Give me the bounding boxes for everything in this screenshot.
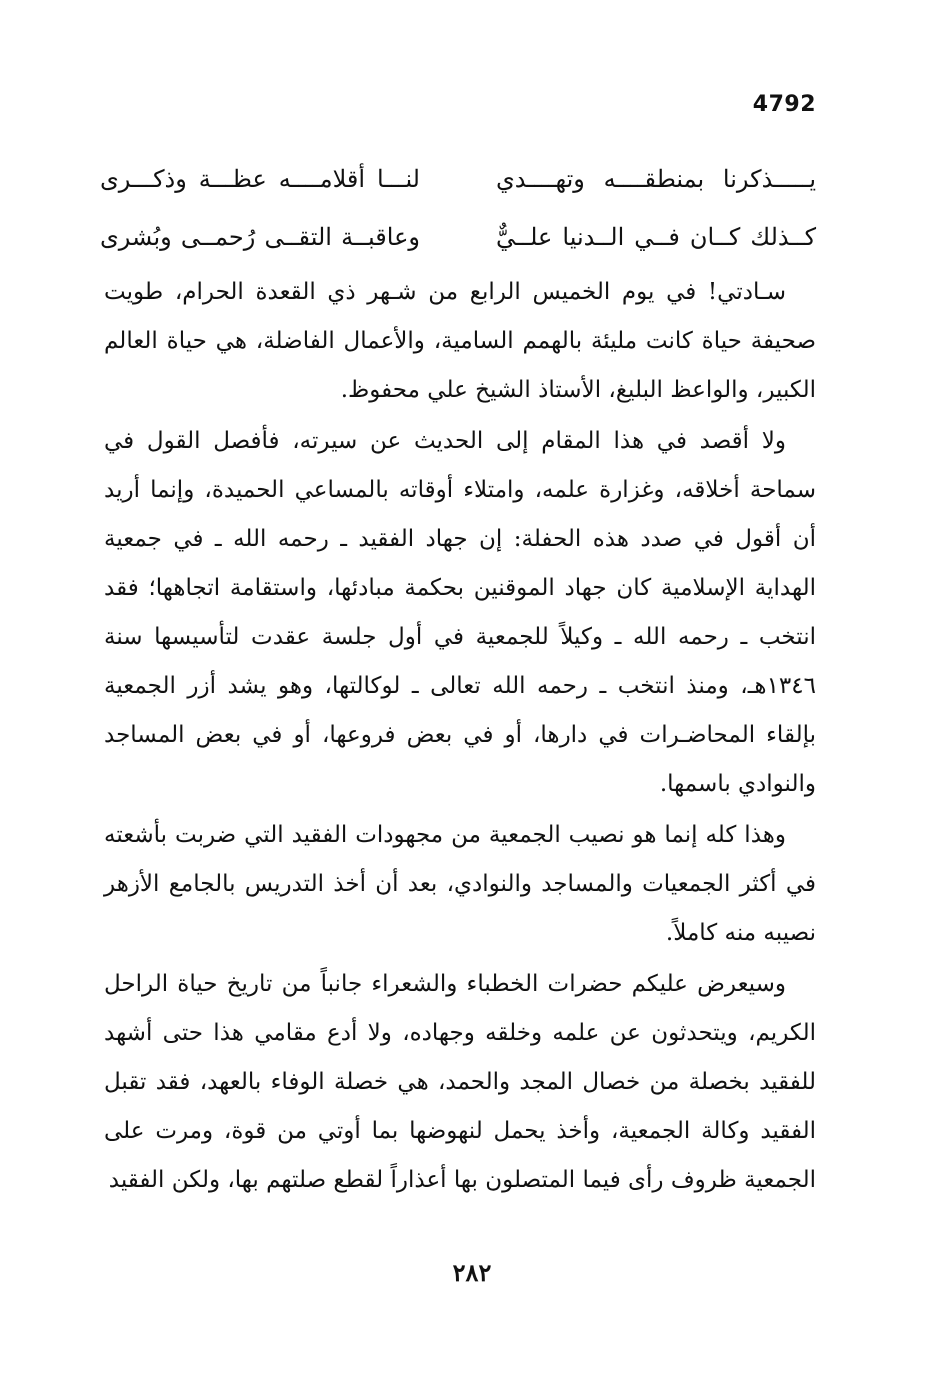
- page-number: ٢٨٢: [452, 1258, 492, 1287]
- paragraph: وهذا كله إنما هو نصيب الجمعية من مجهودات الفقيد التي ضربت بأشعته في أكثر الجمعيات والمساجد والنوادي، بعد أن أخذ التدريس بالجامع الأزهر نصيبه منه كاملاً.: [104, 822, 816, 946]
- verse-second-hemistich: لنـــا أقلامــــه عظـــة وذكـــرى: [100, 165, 420, 193]
- poem-verse: [100, 150, 816, 208]
- poem-verse: [100, 208, 816, 266]
- paragraph: وسيعرض عليكم حضرات الخطباء والشعراء جانباً من تاريخ حياة الراحل الكريم، ويتحدثون عن علمه وخلقه وجهاده، ولا أدع مقامي هذا حتى أشهد للفقيد بخصلة من خصال المجد والحمد، هي خصلة الوفاء بالعهد، فقد تقبل الفقيد وكالة الجمعية، وأخذ يحمل لنهوضها بما أوتي من قوة، ومرت على الجمعية ظروف رأى فيما المتصلون بها أعذاراً لقطع صلتهم بها، ولكن الفقيد: [104, 971, 816, 1193]
- paragraph: ولا أقصد في هذا المقام إلى الحديث عن سيرته، فأفصل القول في سماحة أخلاقه، وغزارة علمه، وامتلاء أوقاته بالمساعي الحميدة، وإنما أريد أن أقول في صدد هذه الحفلة: إن جهاد الفقيد ـ رحمه الله ـ في جمعية الهداية الإسلامية كان جهاد الموقنين بحكمة مبادئها، واستقامة اتجاهها؛ فقد انتخب ـ رحمه الله ـ وكيلاً للجمعية في أول جلسة عقدت لتأسيسها سنة ١٣٤٦هـ، ومنذ انتخب ـ رحمه الله تعالى ـ لوكالتها، وهو يشد أزر الجمعية بإلقاء المحاضـرات في دارها، أو في بعض فروعها، أو في بعض المساجد والنوادي باسمها.: [104, 428, 816, 797]
- page-id: 4792: [752, 92, 816, 117]
- body-text: [104, 268, 816, 1207]
- poem: [100, 150, 816, 266]
- verse-first-hemistich: يـــــذكرنا بمنطقــــه وتهــــدي: [496, 165, 816, 193]
- verse-first-hemistich: كــذلك كــان فــي الــدنيا علــيٌّ: [496, 223, 816, 251]
- paragraph: سـادتي! في يوم الخميس الرابع من شـهر ذي القعدة الحرام، طويت صحيفة حياة كانت مليئة بالهمم السامية، والأعمال الفاضلة، هي حياة العالم الكبير، والواعظ البليغ، الأستاذ الشيخ علي محفوظ.: [104, 279, 816, 403]
- verse-second-hemistich: وعاقبــة التقــى رُحمــى وبُشرى: [100, 223, 420, 251]
